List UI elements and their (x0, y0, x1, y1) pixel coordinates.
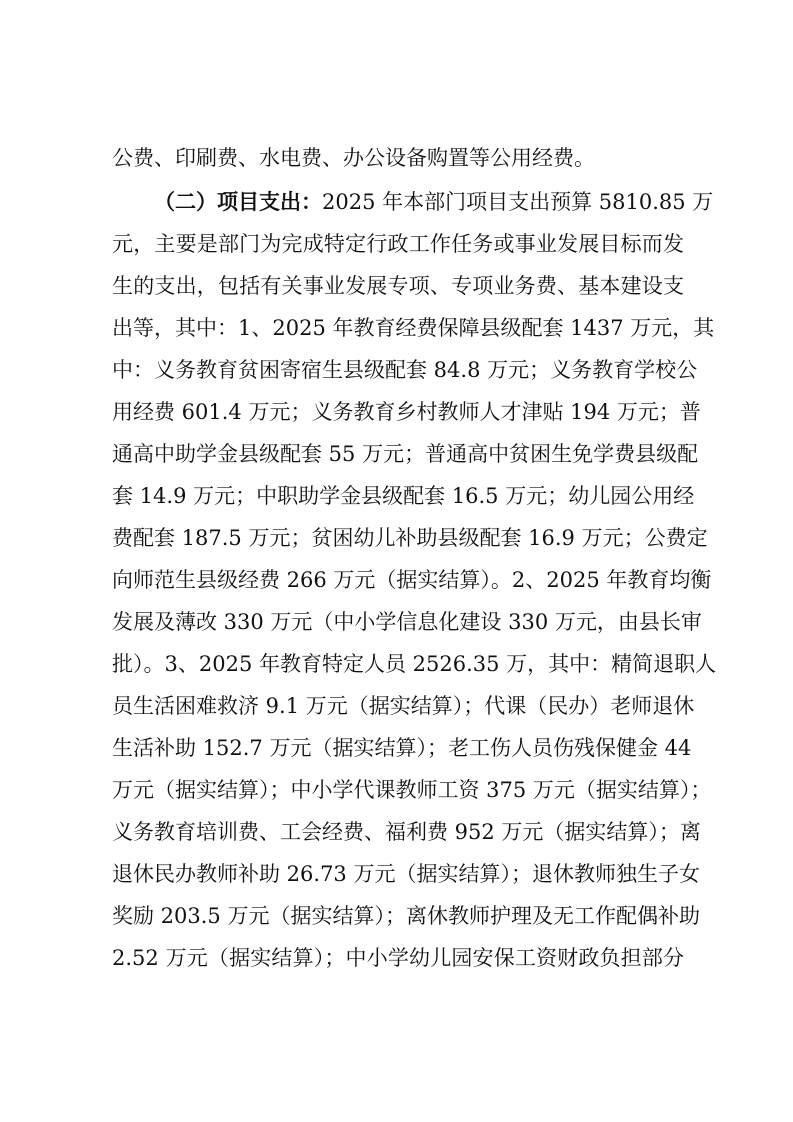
text-line-3: 元，主要是部门为完成特定行政工作任务或事业发展目标而发 (112, 232, 684, 256)
text-line-5: 出等，其中：1、2025 年教育经费保障县级配套 1437 万元，其 (112, 316, 715, 340)
text-line-19: 奖励 203.5 万元（据实结算）；离休教师护理及无工作配偶补助 (112, 904, 700, 928)
text-line-17: 义务教育培训费、工会经费、福利费 952 万元（据实结算）；离 (112, 820, 701, 844)
text-line-10: 费配套 187.5 万元；贫困幼儿补助县级配套 16.9 万元；公费定 (112, 526, 708, 550)
text-line-13: 批）。3、2025 年教育特定人员 2526.35 万，其中：精简退职人 (112, 652, 717, 676)
text-line-9: 套 14.9 万元；中职助学金县级配套 16.5 万元；幼儿园公用经 (112, 484, 695, 508)
text-line-15: 生活补助 152.7 万元（据实结算）；老工伤人员伤残保健金 44 (112, 736, 692, 760)
section-heading: （二）项目支出： (154, 189, 322, 214)
text-line-12: 发展及薄改 330 万元（中小学信息化建设 330 万元，由县长审 (112, 610, 702, 634)
text-line-16: 万元（据实结算）；中小学代课教师工资 375 万元（据实结算）； (112, 778, 712, 802)
text-line-6: 中：义务教育贫困寄宿生县级配套 84.8 万元；义务教育学校公 (112, 358, 698, 382)
text-line-18: 退休民办教师补助 26.73 万元（据实结算）；退休教师独生子女 (112, 862, 700, 886)
text-line-7: 用经费 601.4 万元；义务教育乡村教师人才津贴 194 万元；普 (112, 400, 701, 424)
text-line-11: 向师范生县级经费 266 万元（据实结算）。2、2025 年教育均衡 (112, 568, 712, 592)
text-line-1: 公费、印刷费、水电费、办公设备购置等公用经费。 (112, 146, 595, 170)
text-line-8: 通高中助学金县级配套 55 万元；普通高中贫困生免学费县级配 (112, 442, 699, 466)
text-line-2 (154, 184, 714, 220)
section-heading-continuation: 2025 年本部门项目支出预算 5810.85 万 (322, 190, 714, 214)
text-line-20: 2.52 万元（据实结算）；中小学幼儿园安保工资财政负担部分 (112, 946, 684, 970)
text-line-4: 生的支出，包括有关事业发展专项、专项业务费、基本建设支 (112, 274, 684, 298)
text-line-14: 员生活困难救济 9.1 万元（据实结算）；代课（民办）老师退休 (112, 694, 695, 718)
